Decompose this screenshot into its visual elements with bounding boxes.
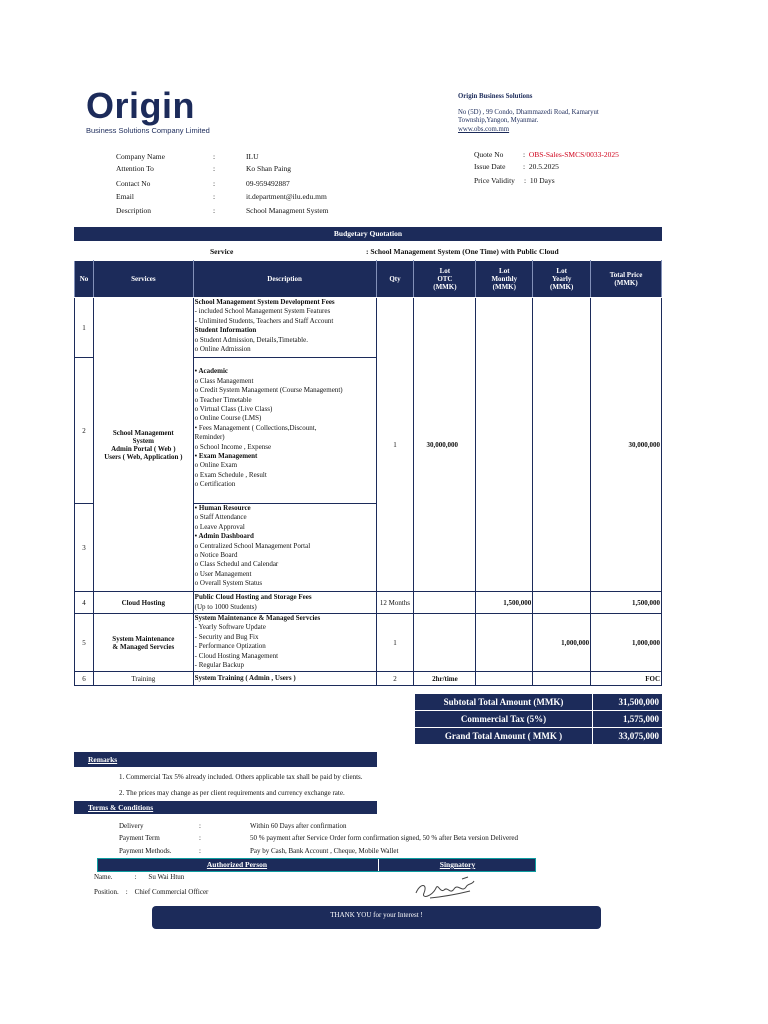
sms-otc: 30,000,000	[414, 298, 476, 592]
sms-yearly	[533, 298, 591, 592]
service-value: : School Management System (One Time) with Public Cloud	[366, 247, 559, 256]
col-header-no: No	[75, 261, 94, 298]
field-label: Description	[116, 206, 151, 215]
description-line: o Student Admission, Details,Timetable.	[194, 335, 308, 344]
description-line: o Certification	[194, 480, 236, 489]
training-service: Training	[93, 672, 193, 686]
remarks-header: Remarks	[74, 752, 377, 767]
description-line: o Staff Attendance	[194, 513, 247, 522]
col-header-services: Services	[93, 261, 193, 298]
training-qty: 2	[376, 672, 414, 686]
field-label: Attention To	[116, 164, 154, 173]
description-line: o Notice Board	[194, 551, 238, 560]
description-line: o Exam Schedule , Result	[194, 470, 267, 479]
cloud-service: Cloud Hosting	[93, 592, 193, 614]
maint-service: System Maintenance & Managed Servcies	[93, 614, 193, 672]
cloud-description: Public Cloud Hosting and Storage Fees (Up to 1000 Students)	[193, 592, 376, 614]
description-line: • Exam Management	[194, 452, 258, 461]
description-line: - Unlimited Students, Teachers and Staff Account	[194, 316, 334, 325]
table-row	[75, 672, 662, 686]
field-label: Price Validity	[474, 176, 515, 185]
description-cell	[193, 298, 376, 358]
issue-date: 20.5.2025	[528, 162, 559, 171]
table-row	[75, 614, 662, 672]
row-number: 4	[75, 592, 94, 614]
sms-qty: 1	[376, 298, 414, 592]
field-label: Email	[116, 192, 134, 201]
description-line: Student Information	[194, 326, 257, 335]
cloud-otc	[414, 592, 476, 614]
terms-header: Terms & Conditions	[74, 801, 377, 814]
description-line	[195, 358, 375, 367]
subtotal-value: 31,500,000	[593, 694, 662, 710]
tax-row	[415, 711, 662, 727]
table-row	[75, 298, 662, 358]
grand-total-value: 33,075,000	[593, 728, 662, 744]
description-line: o Centralized School Management Portal	[194, 541, 311, 550]
training-description: System Training ( Admin , Users )	[193, 672, 376, 686]
term-row: Delivery : Within 60 Days after confirmation	[119, 822, 347, 830]
description-line: • Academic	[194, 367, 229, 376]
row-number: 5	[75, 614, 94, 672]
row-number: 1	[75, 298, 94, 358]
logo-tagline: Business Solutions Company Limited	[86, 126, 210, 135]
description-line: o Teacher Timetable	[194, 395, 252, 404]
sms-monthly	[476, 298, 533, 592]
grand-total-label: Grand Total Amount ( MMK )	[415, 728, 592, 744]
maint-otc	[414, 614, 476, 672]
col-header-description: Description	[193, 261, 376, 298]
training-monthly	[476, 672, 533, 686]
term-row: Payment Methods. : Pay by Cash, Bank Account , Cheque, Mobile Wallet	[119, 847, 399, 855]
grand-total-row	[415, 728, 662, 744]
description-line: o Overall System Status	[194, 579, 263, 588]
price-validity: 10 Days	[529, 176, 555, 185]
cloud-total: 1,500,000	[591, 592, 662, 614]
description-line: • Fees Management ( Collections,Discount,	[194, 423, 317, 432]
col-header-qty: Qty	[376, 261, 414, 298]
tax-value: 1,575,000	[593, 711, 662, 727]
row-number: 2	[75, 358, 94, 504]
signatory-label: Singnatory	[378, 859, 536, 871]
quotation-table	[74, 260, 662, 686]
cloud-monthly: 1,500,000	[476, 592, 533, 614]
company-name: Origin Business Solutions	[458, 93, 533, 100]
subtotal-label: Subtotal Total Amount (MMK)	[415, 694, 592, 710]
col-header-total: Total Price (MMK)	[591, 261, 662, 298]
description-cell	[193, 504, 376, 592]
training-yearly	[533, 672, 591, 686]
description-line: o Online Admission	[194, 345, 251, 354]
field-value: it.department@ilu.edu.mm	[246, 192, 327, 201]
field-label: Contact No	[116, 179, 151, 188]
description-line: o Class Schedul and Calendar	[194, 560, 279, 569]
training-total: FOC	[591, 672, 662, 686]
company-address-block	[458, 93, 599, 134]
maint-total: 1,000,000	[591, 614, 662, 672]
maint-qty: 1	[376, 614, 414, 672]
maint-monthly	[476, 614, 533, 672]
training-otc: 2hr/time	[414, 672, 476, 686]
table-header-row	[75, 261, 662, 298]
cloud-yearly	[533, 592, 591, 614]
field-value: Ko Shan Paing	[246, 164, 291, 173]
field-value: ILU	[246, 152, 259, 161]
company-logo	[86, 85, 216, 138]
description-line: o Leave Approval	[194, 522, 245, 531]
subtotal-row	[415, 694, 662, 710]
company-website-link[interactable]: www.obs.com.mm	[458, 125, 510, 133]
row-number: 6	[75, 672, 94, 686]
field-value: 09-959492887	[246, 179, 290, 188]
description-line: o Virtual Class (Live Class)	[194, 405, 273, 414]
description-line: o School Income , Expense	[194, 442, 272, 451]
col-header-otc: Lot OTC (MMK)	[414, 261, 476, 298]
service-row	[74, 243, 662, 259]
name-row: Name. : Su Wai Htun	[94, 873, 185, 881]
sms-service-cell: School Management System Admin Portal ( Web ) Users ( Web, Application )	[93, 298, 193, 592]
tax-label: Commercial Tax (5%)	[415, 711, 592, 727]
sms-total: 30,000,000	[591, 298, 662, 592]
row-number: 3	[75, 504, 94, 592]
thank-you-banner: THANK YOU for your Interest !	[152, 906, 601, 929]
description-cell	[193, 358, 376, 504]
handwritten-signature	[410, 873, 482, 903]
description-line: • Human Resource	[194, 504, 251, 512]
field-label: Company Name	[116, 152, 165, 161]
position-row: Position. : Chief Commercial Officer	[94, 888, 209, 896]
description-line: School Management System Development Fees	[194, 298, 335, 306]
description-line: • Admin Dashboard	[194, 532, 254, 541]
address-line: Township,Yangon, Myanmar.	[458, 117, 539, 125]
quote-number: OBS-Sales-SMCS/0033-2025	[528, 150, 619, 159]
table-row	[75, 592, 662, 614]
description-line: - included School Management System Features	[194, 307, 331, 316]
quotation-title-bar: Budgetary Quotation	[74, 227, 662, 241]
term-row: Payment Term : 50 % payment after Service Order form confirmation signed, 50 % after Beta version Delivered	[119, 834, 519, 842]
maint-yearly: 1,000,000	[533, 614, 591, 672]
description-line: o Online Course (LMS)	[194, 414, 262, 423]
address-line: No (5D) , 99 Condo, Dhammazedi Road, Kamaryut	[458, 109, 599, 117]
remark-item: 2. The prices may change as per client requirements and currency exchange rate.	[119, 789, 345, 797]
cloud-qty: 12 Months	[376, 592, 414, 614]
description-line: o Online Exam	[194, 461, 238, 470]
description-line: Reminder)	[194, 433, 225, 442]
logo-wordmark: Origin	[86, 85, 195, 126]
description-line: o Class Management	[194, 376, 254, 385]
description-line: o Credit System Management (Course Management)	[194, 386, 343, 395]
col-header-monthly: Lot Monthly (MMK)	[476, 261, 533, 298]
authorized-person-label: Authorized Person	[206, 860, 268, 869]
field-label: Quote No	[474, 150, 504, 159]
field-label: Issue Date	[474, 162, 506, 171]
remark-item: 1. Commercial Tax 5% already included. Others applicable tax shall be paid by clients.	[119, 773, 363, 781]
maint-description: System Maintenance & Managed Servcies - Yearly Software Update - Security and Bug Fix - Performance Optization - Cloud Hosting Management - Regular Backup	[193, 614, 376, 672]
service-label: Service	[210, 247, 234, 256]
authorized-signatory-bar	[97, 858, 536, 872]
col-header-yearly: Lot Yearly (MMK)	[533, 261, 591, 298]
description-line: o User Management	[194, 569, 252, 578]
field-value: School Managment System	[246, 206, 329, 215]
